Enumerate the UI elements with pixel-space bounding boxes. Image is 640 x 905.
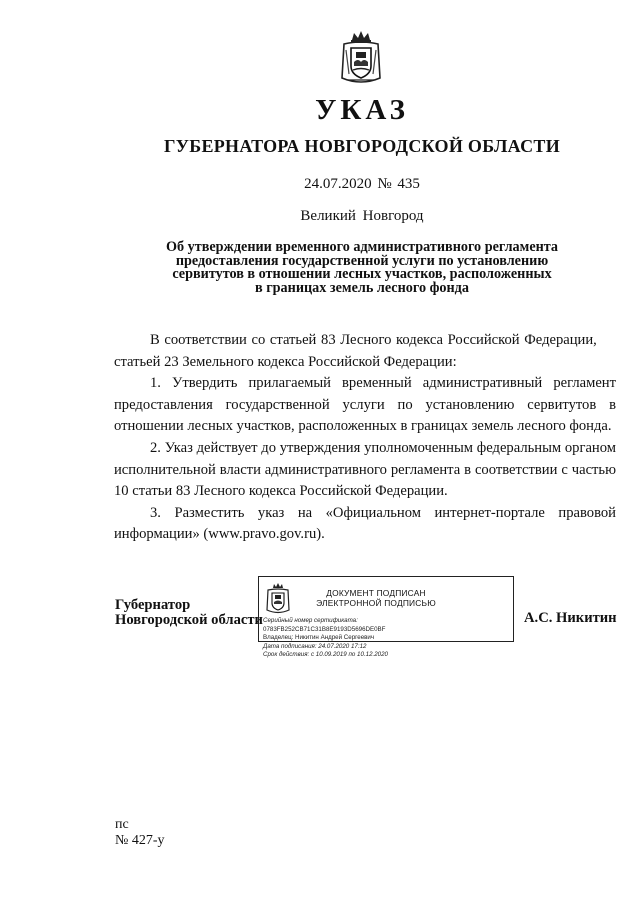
position-line: Новгородской области xyxy=(115,612,263,628)
body-paragraph: В соответствии со статьей 83 Лесного кодекса Российской Федерации, xyxy=(150,332,597,348)
issuer-title: ГУБЕРНАТОРА НОВГОРОДСКОЙ ОБЛАСТИ xyxy=(163,136,560,156)
electronic-signature-stamp xyxy=(258,576,514,659)
body-paragraph: 2. Указ действует до утверждения уполномоченным федеральным органом исполнительной власти административного регламента в соответствии с частью 10 статьи 83 Лесного кодекса Российской Федерации. xyxy=(114,439,616,500)
stamp-details xyxy=(263,617,388,660)
cert-serial: 0783FB252CB71C31B8E9193D5696DE0BF xyxy=(263,625,386,633)
stamp-emblem-icon xyxy=(265,583,291,615)
body-paragraph: статьей 23 Земельного кодекса Российской Федерации: xyxy=(114,353,457,370)
document-body xyxy=(114,330,616,546)
signed-date: Дата подписания: 24.07.2020 17:12 xyxy=(263,642,367,650)
signatory-name: А.С. Никитин xyxy=(524,610,617,626)
body-paragraph: 1. Утвердить прилагаемый временный административный регламент предоставления государственной услуги по установлению сервитутов в отношении лесных участков, расположенных в границах земель лесного фонда. xyxy=(114,375,616,435)
stamp-title-line: ДОКУМЕНТ ПОДПИСАН xyxy=(326,588,426,598)
footer-line: № 427-у xyxy=(115,833,165,848)
footer-line: пс xyxy=(115,817,129,832)
validity-period: Срок действия: с 10.09.2019 по 10.12.2020 xyxy=(263,651,388,659)
novgorod-coat-of-arms-icon xyxy=(338,30,384,88)
stamp-title xyxy=(311,588,441,608)
body-paragraph: 3. Разместить указ на «Официальном интернет-портале правовой информации» (www.pravo.gov.ru). xyxy=(114,504,616,543)
position-line: Губернатор xyxy=(115,597,191,613)
date-and-number: 24.07.2020 № 435 xyxy=(304,176,420,192)
cert-owner: Владелец: Никитин Андрей Сергеевич xyxy=(263,634,375,642)
footer-note xyxy=(115,817,165,849)
document-type-title: УКАЗ xyxy=(315,94,409,126)
signatory-position xyxy=(115,598,263,628)
subject-line: Об утверждении временного административного регламента xyxy=(165,239,559,255)
subject-line: предоставления государственной услуги по установлению xyxy=(175,252,549,269)
subject-line: в границах земель лесного фонда xyxy=(255,279,469,296)
document-subject xyxy=(150,241,574,295)
cert-label: Серийный номер сертификата: xyxy=(263,617,358,624)
subject-line: сервитутов в отношении лесных участков, расположенных xyxy=(172,266,552,282)
stamp-title-line: ЭЛЕКТРОННОЙ ПОДПИСЬЮ xyxy=(316,598,436,608)
city: Великий Новгород xyxy=(300,208,424,224)
